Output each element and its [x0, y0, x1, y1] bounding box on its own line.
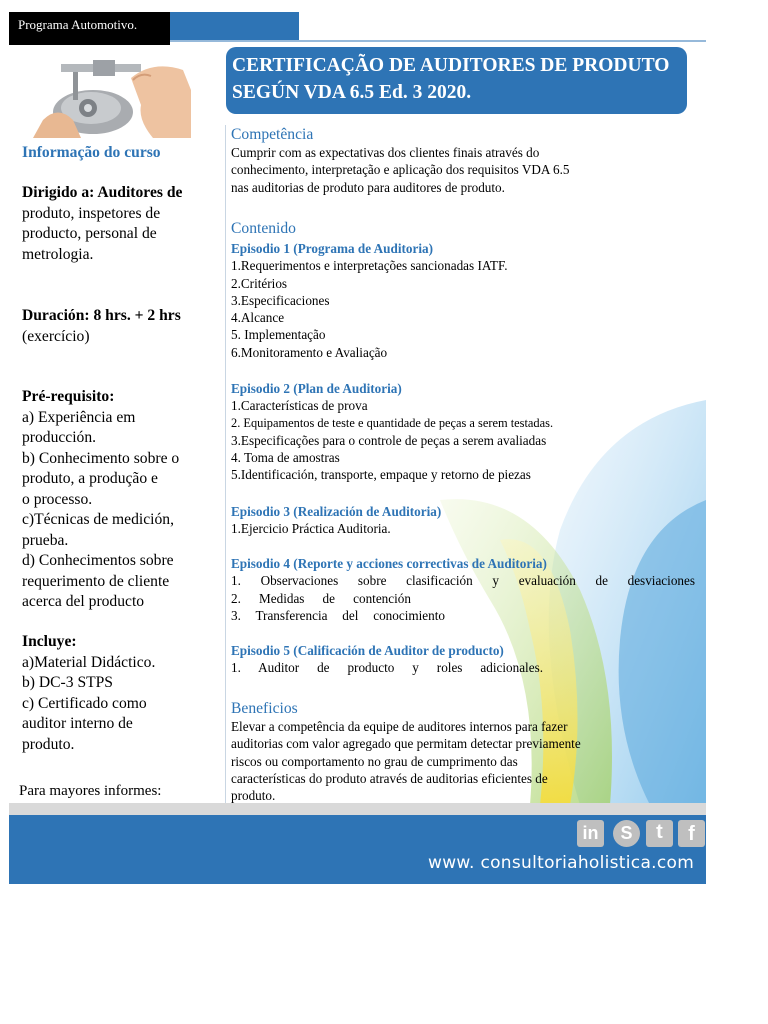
- benefits-section: [231, 700, 701, 804]
- episode-item: 4.Alcance: [231, 310, 285, 326]
- competence-heading: Competência: [231, 126, 314, 143]
- audience-line: metrologia.: [22, 245, 94, 263]
- twitter-icon[interactable]: t: [646, 820, 673, 847]
- episode-item: 1.Ejercicio Práctica Auditoria.: [231, 521, 391, 537]
- episode-item: 3. Transferencia del conocimiento: [231, 607, 445, 623]
- prerequisite-line: acerca del producto: [22, 593, 145, 610]
- episode-item: 2. Equipamentos de teste e quantidade de peças a serem testadas.: [231, 415, 554, 430]
- audience-line: produto, inspetores de: [22, 204, 161, 222]
- episode-item: 6.Monitoramento e Avaliação: [231, 344, 388, 360]
- prerequisite-line: o processo.: [22, 490, 93, 508]
- episode-4: [231, 555, 695, 624]
- audience-section: [22, 183, 222, 265]
- facebook-icon[interactable]: f: [678, 820, 705, 847]
- episode-item: 3.Especificações para o controle de peças a serem avaliadas: [231, 432, 547, 448]
- course-title-line1: CERTIFICAÇÃO DE AUDITORES DE PRODUTO: [232, 55, 670, 76]
- benefits-heading: Beneficios: [231, 700, 298, 717]
- includes-section: [22, 632, 222, 755]
- audience-line: producto, personal de: [22, 225, 157, 242]
- benefits-line: características do produto através de auditorias eficientes de: [231, 770, 548, 786]
- episode-item: 1. Auditor de producto y roles adicionales.: [231, 660, 543, 676]
- benefits-line: Elevar a competência da equipe de auditores internos para fazer: [231, 719, 568, 734]
- prerequisite-line: produto, a produção e: [22, 470, 158, 487]
- episode-item: 1. Observaciones sobre clasificación y evaluación de desviaciones: [231, 573, 695, 589]
- includes-line: c) Certificado como: [22, 694, 147, 712]
- episode-item: 5.Identificación, transporte, empaque y retorno de piezas: [231, 467, 531, 483]
- prerequisites-section: [22, 387, 222, 613]
- course-title-line2: SEGÚN VDA 6.5 Ed. 3 2020.: [232, 82, 472, 103]
- prerequisite-line: requerimento de cliente: [22, 572, 170, 590]
- content-heading: Contenido: [231, 220, 296, 237]
- course-info-title: Informação do curso: [22, 144, 161, 161]
- prerequisites-label: Pré-requisito:: [22, 388, 115, 405]
- episode-item: 2.Critérios: [231, 275, 288, 291]
- competence-section: [231, 126, 701, 196]
- competence-line: nas auditorias de produto para auditores de produto.: [231, 179, 505, 195]
- content-heading-block: [231, 220, 701, 238]
- caliper-photo: [33, 50, 191, 138]
- duration-section: [22, 306, 222, 347]
- episode-3: [231, 503, 701, 538]
- includes-label: Incluye:: [22, 633, 77, 650]
- episode-2: [231, 380, 701, 484]
- episode-title: Episodio 2 (Plan de Auditoria): [231, 381, 402, 396]
- linkedin-icon[interactable]: in: [577, 820, 604, 847]
- website-url[interactable]: www. consultoriaholistica.com: [428, 853, 695, 873]
- episode-item: 3.Especificaciones: [231, 292, 330, 308]
- prerequisite-line: b) Conhecimento sobre o: [22, 449, 180, 467]
- episode-title: Episodio 4 (Reporte y acciones correctivas de Auditoria): [231, 556, 547, 571]
- episode-title: Episodio 5 (Calificación de Auditor de producto): [231, 643, 504, 658]
- prerequisite-line: prueba.: [22, 531, 69, 549]
- includes-line: b) DC-3 STPS: [22, 674, 113, 691]
- prerequisite-line: a) Experiência em: [22, 408, 136, 426]
- duration-label: Duración: 8 hrs. + 2 hrs: [22, 307, 181, 324]
- episode-item: 4. Toma de amostras: [231, 450, 340, 466]
- prerequisite-line: c)Técnicas de medición,: [22, 511, 174, 528]
- episode-item: 5. Implementação: [231, 327, 326, 343]
- duration-extra: (exercício): [22, 327, 90, 345]
- episode-5: [231, 642, 701, 677]
- course-title-box: [226, 47, 687, 114]
- skype-icon[interactable]: S: [613, 820, 640, 847]
- episode-item: 1.Requerimentos e interpretações sancionadas IATF.: [231, 258, 508, 274]
- benefits-line: riscos ou comportamento no grau de cumprimento das: [231, 753, 518, 769]
- episode-title: Episodio 3 (Realización de Auditoria): [231, 504, 442, 519]
- episode-item: 2. Medidas de contención: [231, 590, 411, 606]
- episode-1: [231, 240, 701, 361]
- episode-title: Episodio 1 (Programa de Auditoria): [231, 241, 433, 256]
- includes-line: auditor interno de: [22, 715, 133, 732]
- competence-line: Cumprir com as expectativas dos clientes finais através do: [231, 145, 540, 160]
- episode-item: 1.Características de prova: [231, 398, 368, 414]
- benefits-line: produto.: [231, 788, 276, 804]
- benefits-line: auditorias com valor agregado que permitam detectar previamente: [231, 736, 581, 752]
- program-tag: Programa Automotivo.: [9, 12, 170, 45]
- contact-text: Para mayores informes:: [19, 783, 162, 799]
- audience-label: Dirigido a: Auditores de: [22, 184, 183, 201]
- competence-line: conhecimento, interpretação e aplicação dos requisitos VDA 6.5: [231, 162, 570, 178]
- prerequisite-line: d) Conhecimentos sobre: [22, 552, 174, 569]
- column-divider: [225, 125, 226, 805]
- includes-line: produto.: [22, 735, 75, 753]
- header-divider: [170, 40, 706, 42]
- includes-line: a)Material Didáctico.: [22, 653, 156, 671]
- prerequisite-line: producción.: [22, 429, 97, 446]
